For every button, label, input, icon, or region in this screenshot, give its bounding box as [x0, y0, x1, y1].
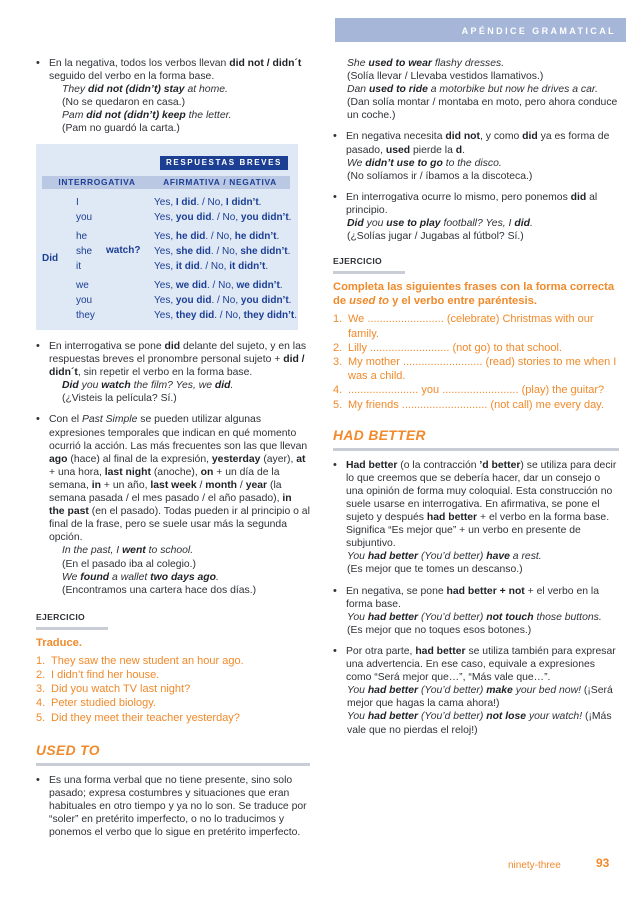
exercise-list-right: [333, 312, 619, 411]
negative-examples: They did not (didn’t) stay at home. (No se quedaron en casa.) Pam did not (didn’t) keep the letter. (Pam no guardó la carta.): [62, 84, 232, 135]
list-item: 4. Peter studied biology.: [36, 697, 156, 710]
list-item: 1. They saw the new student an hour ago.: [36, 654, 244, 667]
interrogative-examples: Did you watch the film? Yes, we did. (¿Visteis la película? Sí.): [62, 380, 234, 405]
exercise-list-left: [36, 654, 310, 725]
used-to-rule: • Es una forma verbal que no tiene presente, sino solo pasado; expresa costumbres y situaciones que eran habituales en otro tiempo y ya no lo son. Se traduce por “soler” en pretérito imperfecto, o no lo traducimos y ponemos el verbo que lo sigue en pretérito imperfecto.: [36, 774, 310, 839]
exercise-label-right: EJERCICIO: [333, 255, 619, 274]
right-column: [333, 57, 619, 737]
table-did: Did: [42, 253, 59, 264]
interrogative-rule: • En interrogativa se pone did delante del sujeto, y en las respuestas breves el pronombre personal sujeto + did / didn´t, sin repetir el verbo en la forma base.: [36, 340, 310, 379]
exercise-title-left: Traduce.: [36, 636, 83, 649]
table-answer: Yes, she did. / No, she didn’t.: [154, 246, 291, 257]
left-column: [36, 57, 310, 136]
used-to-negative-rule: • En negativa necesita did not, y como did ya es forma de pasado, used pierde la d.: [333, 130, 619, 156]
time-expressions-examples: In the past, I went to school. (En el pasado iba al colegio.) We found a wallet two days ago. (Encontramos una cartera hace dos días.): [62, 545, 257, 596]
table-pronoun: he: [76, 231, 88, 242]
table-pronoun: you: [76, 295, 93, 306]
table-answer: Yes, they did. / No, they didn’t.: [154, 310, 298, 321]
time-expressions-rule: • Con el Past Simple se pueden utilizar algunas expresiones temporales que indican en qué momento ocurrió la acción. Las más frecuentes son las que llevan ago (hace) al final de la expresión, yesterday (ayer), at + una hora, last night (anoche), on + un día de la semana, in + un año, last week / month / year (la semana pasada / el mes pasado / el año pasado), in the past (en el pasado). Todas pueden ir al principio o al final de la frase, pero se suele usar más la segunda opción.: [36, 413, 310, 544]
table-heading: RESPUESTAS BREVES: [160, 156, 288, 170]
section-header-bar: [335, 18, 626, 42]
used-to-interrogative-examples: Did you use to play football? Yes, I did. (¿Solías jugar / Jugabas al fútbol? Sí.): [347, 218, 533, 243]
negative-rule: • En la negativa, todos los verbos llevan did not / didn´t seguido del verbo en la forma base.: [36, 57, 310, 83]
list-item: 2. Lilly .......................... (not go) to that school.: [333, 341, 562, 354]
table-pronoun: I: [76, 197, 79, 208]
table-subhead-answers: AFIRMATIVA / NEGATIVA: [150, 176, 290, 189]
table-pronoun: we: [76, 280, 89, 291]
had-better-examples-3: You had better (You’d better) make your bed now! (¡Será mejor que hagas la cama ahora!) You had better (You’d better) not lose your watch! (¡Más vale que no pierdas el reloj!): [347, 685, 613, 736]
list-item: 5. Did they meet their teacher yesterday?: [36, 711, 240, 724]
had-better-examples-1: You had better (You’d better) have a rest. (Es mejor que te tomes un descanso.): [347, 551, 542, 576]
table-pronoun: you: [76, 212, 93, 223]
list-item: 4. ....................... you ......................... (play) the guitar?: [333, 384, 605, 397]
used-to-negative-examples: We didn’t use to go to the disco. (No solíamos ir / íbamos a la discoteca.): [347, 157, 533, 182]
left-column-lower: [36, 340, 310, 839]
table-answer: Yes, it did. / No, it didn’t.: [154, 261, 269, 272]
table-pronoun: they: [76, 310, 95, 321]
table-answer: Yes, I did. / No, I didn’t.: [154, 197, 262, 208]
table-answer: Yes, you did. / No, you didn’t.: [154, 212, 292, 223]
had-better-rule-2: • En negativa, se pone had better + not + el verbo en la forma base.: [333, 585, 619, 611]
list-item: 2. I didn’t find her house.: [36, 669, 160, 682]
section-header-label: APÉNDICE GRAMATICAL: [461, 26, 616, 36]
table-pronoun: it: [76, 261, 81, 272]
list-item: 5. My friends ............................ (not call) me every day.: [333, 398, 604, 411]
used-to-interrogative-rule: • En interrogativa ocurre lo mismo, pero ponemos did al principio.: [333, 191, 619, 217]
list-item: 3. My mother .......................... (read) stories to me when I was a child.: [333, 355, 617, 383]
page-word-number: ninety-three: [508, 860, 561, 871]
short-answers-table: [36, 144, 298, 330]
table-answer: Yes, you did. / No, you didn’t.: [154, 295, 292, 306]
table-watch: watch?: [106, 245, 141, 256]
exercise-label-left: EJERCICIO: [36, 611, 310, 630]
exercise-title-right: Completa las siguientes frases con la forma correcta de used to y el verbo entre paréntesis.: [333, 281, 615, 308]
had-better-heading: HAD BETTER: [333, 428, 619, 451]
page-number: 93: [596, 856, 610, 870]
had-better-rule-1: • Had better (o la contracción ’d better) se utiliza para decir lo que creemos que se debería hacer, dar un consejo o una opinión de forma muy coloquial. Esta construcción no suele usarse en interrogativa. En afirmativa, se pone el sujeto y después had better + el verbo en la forma base. Significa “Es mejor que” + un verbo en presente de subjuntivo.: [333, 459, 619, 551]
list-item: 1. We ......................... (celebrate) Christmas with our family.: [333, 313, 594, 340]
used-to-heading: USED TO: [36, 743, 310, 766]
table-answer: Yes, he did. / No, he didn’t.: [154, 231, 280, 242]
table-answer: Yes, we did. / No, we didn’t.: [154, 280, 283, 291]
had-better-examples-2: You had better (You’d better) not touch those buttons. (Es mejor que no toques esos botones.): [347, 611, 602, 636]
list-item: 3. Did you watch TV last night?: [36, 683, 191, 696]
used-to-examples: She used to wear flashy dresses. (Solía llevar / Llevaba vestidos llamativos.) Dan used to ride a motorbike but now he drives a car. (Dan solía montar / montaba en moto, pero ahora conduce un coche.): [347, 58, 618, 122]
had-better-rule-3: • Por otra parte, had better se utiliza también para expresar una advertencia. En ese caso, equivale a expresiones como “Será mejor que…”, “Más vale que…”.: [333, 645, 619, 684]
table-pronoun: she: [76, 246, 93, 257]
table-subhead-interrogative: INTERROGATIVA: [42, 176, 152, 189]
